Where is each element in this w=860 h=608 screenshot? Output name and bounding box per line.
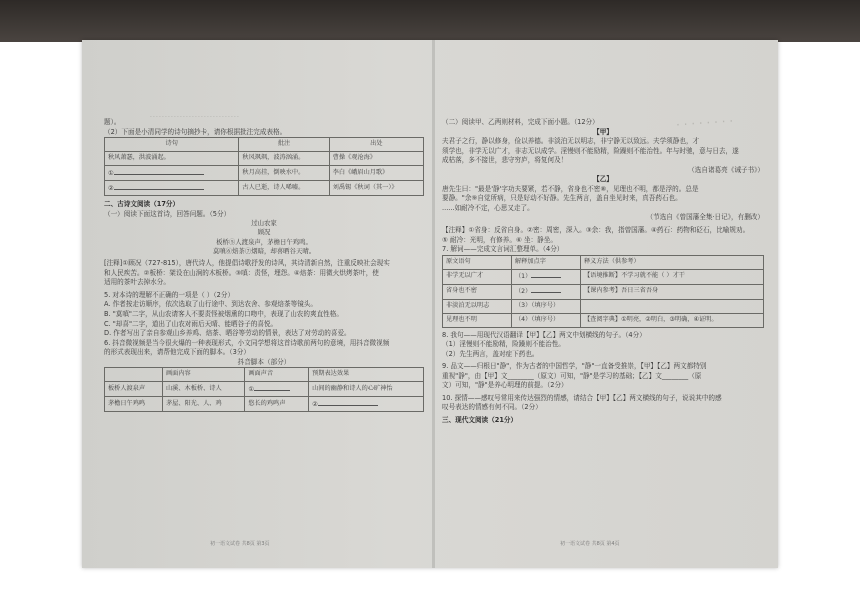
poem-title: 过山农家 [251,219,277,228]
answer-blank[interactable] [114,183,204,190]
table-row [105,397,424,412]
table-row [105,181,424,196]
passage-source: （选自诸葛亮《诫子书》） [688,165,764,174]
table-row [105,152,424,166]
table-cell: 秋风萧瑟，洪波涌起。 [105,152,239,166]
table-cell: 古人已逝，诗人唏嘘。 [239,181,329,196]
question-9-cont: 重视"静"，由【甲】文________（原文）可知，"静"是学习的基础；【乙】文________（原 [442,371,702,380]
option-a[interactable]: A. 作者按走访顺序，依次选取了山行途中、到达农舍、参观焙茶等镜头。 [104,300,317,309]
table-cell: 茅檐日午鸡鸣 [105,397,163,412]
table-cell: 刘禹锡《秋词（其一）》 [329,181,423,196]
question-10: 10. 探情——感叹号常用来传达强烈的情感，请结合【甲】【乙】两文横线的句子，说说其中的感 [442,393,722,402]
question-9: 9. 品文——归根日"静"，作为古者的中国哲学，"静"一直备受推崇，【甲】【乙】两文都特别 [442,362,707,371]
table-row [443,269,764,284]
table-header: 预期表达效果 [309,368,424,382]
question-7: 7. 解词——完成文言词汇整理单。（4分） [442,245,564,254]
table-cell: 茅屋、阳光、人、鸡 [162,397,244,412]
annotation-line: ⑤ 耐冷：光明，有修养。⑥ 坐：静坐。 [442,235,557,244]
poem-line: 莫嗔⑥焙茶⑦烟暗，却喜晒谷天晴。 [212,247,316,255]
blank-marker: ② [312,400,318,408]
poem-line: 板桥⑤人渡泉声，茅檐日午鸡鸣。 [216,237,312,246]
passage-source: （节选自《曾国藩全集·日记》，有删改） [646,213,764,222]
table-cell: 秋风飒飒，波涛汹涌。 [239,152,329,166]
passage-line: 夫君子之行，静以修身，俭以养德。非淡泊无以明志，非宁静无以致远。夫学须静也，才 [442,137,700,146]
white-margin [0,42,82,608]
left-column [104,118,424,412]
right-column [442,118,764,426]
answer-blank-cell[interactable] [512,269,581,284]
table-header: 原文语句 [443,255,512,269]
option-b[interactable]: B. "莫嗔"二字，从山农请客人不要责怪被烟熏的口吻中，表现了山农的爽直性格。 [104,310,343,319]
table-header: 解释加点字 [512,255,581,269]
reading-intro: （二）阅读甲、乙两则材料，完成下面小题。（12分） [442,118,599,126]
table-cell: 省身也不密 [443,284,512,299]
passage-line: 唐先生曰："最是'静'字功夫要紧，若不静，省身也不密⑧，见理也不明，都是浮的。总是 [442,184,699,193]
header-fragment: 题）。 [104,118,121,126]
table-row [105,382,424,397]
table-header: 诗句 [105,138,239,152]
passage-line: 要静。"余⑨自觉所病，只是好动不好静。先生两言，盖自坐见时来，真吾药石也。 [442,194,682,203]
table-header: 画面内容 [162,368,244,382]
passage-jia-title: 【甲】 [593,127,613,136]
page-footer-left: 初一语文试卷 共8页 第3页 [210,541,270,547]
annotation-line: 和人民疾苦。②板桥：架设在山涧的木板桥。③嗔：责怪，埋怨。④焙茶：用微火烘烤茶叶，使 [104,268,379,277]
answer-blank[interactable] [531,271,561,278]
table-row [443,313,764,327]
answer-blank[interactable] [531,286,561,293]
question-9-cont: 文）可知，"静"是养心明理的前提。（2分） [442,381,568,390]
annotation-line: 适用的茶叶去掉水分。 [104,278,170,287]
table-cell: 悠长的鸡鸣声 [245,397,309,412]
poem-card-table [104,137,424,196]
table-cell: 非淡泊无以明志 [443,299,512,313]
table-cell: 非学无以广才 [443,269,512,284]
question-5: 5. 对本诗的理解不正确的一项是（ ）（2分） [104,290,235,299]
table-row [443,284,764,299]
desk-background [0,0,860,42]
question-8-item: （1）淫慢则不能励精，险躁则不能治性。 [442,340,565,349]
subsection-1-title: （一）阅读下面这首诗，回答问题。（5分） [104,209,231,218]
table-cell: 【查阅字典】①明亮，②明白，③明确，④证明。 [581,313,764,327]
table-cell: 板桥人渡泉声 [105,382,163,397]
answer-cell[interactable]: （4）（填序号） [512,313,581,327]
question-6-cont: 的形式表现出来，请帮他完成下面的脚本。（3分） [104,348,250,357]
blank-marker: ② [108,184,114,192]
script-table-caption: 抖音脚本（部分） [237,357,291,366]
poem-author: 顾况 [257,228,271,237]
answer-blank[interactable] [254,384,290,391]
table-cell: 曹操《观沧海》 [329,152,423,166]
answer-blank[interactable] [114,168,204,175]
faded-bleed-text: ．．．．．．．．．．．．．．．．．．．．．．．．．．．．．． [150,112,244,119]
option-d[interactable]: D. 作者写出了亲自参观山乡养鸡、焙茶、晒谷等劳动的情景，表达了对劳动的喜爱。 [104,329,351,338]
question-6: 6. 抖音微视频是当今很火爆的一种表现形式，小文同学想将这首诗歌前两句的意境，用抖音微视频 [104,338,390,347]
blank-marker: ① [108,169,114,177]
question-8: 8. 我句——用现代汉语翻译【甲】【乙】两文中划横线的句子。（4分） [442,330,646,339]
section-2-title: 二、古诗文阅读（17分） [104,200,180,209]
passage-line: ......如耐冷不定，心思又走了。 [442,203,534,212]
table-header: 释义方法（供参考） [581,255,764,269]
table-cell: 【语境推断】不学习就不能（ ）才干 [581,269,764,284]
blank-marker: ① [248,385,254,393]
table-cell: 【课内参考】吾日三省吾身 [581,284,764,299]
table-cell: 山间的幽静和诗人的心旷神怡 [309,382,424,397]
answer-blank-cell[interactable] [245,382,309,397]
table-header: 批注 [239,138,329,152]
vocab-table [442,255,764,328]
annotation-line: 【注释】①省身：反省自身。②密：周密，深入。③余：我，指曾国藩。④药石：药物和砭石，比喻规劝。 [442,226,750,235]
option-c[interactable]: C. "却喜"二字，道出了山农对雨后天晴、能晒谷子的喜悦。 [104,319,278,328]
table-cell [581,299,764,313]
blank-marker: （1） [515,273,532,281]
answer-blank-cell[interactable] [105,181,239,196]
page-footer-right: 初一语文试卷 共8页 第4页 [560,541,620,547]
answer-blank-cell[interactable] [512,284,581,299]
table-row [105,166,424,181]
table-cell: 秋月高挂，倒映水中。 [239,166,329,181]
table-header: 出处 [329,138,423,152]
table-cell: 见理也不明 [443,313,512,327]
answer-blank-cell[interactable] [105,166,239,181]
annotation-line: [注释]①顾况（727-815），唐代诗人，他提倡诗歌抒发的诗风，其诗清新自然，注重反映社会现实 [104,259,390,268]
question-2-intro: （2）下面是小清同学的诗句摘抄卡，请你根据批注完成表格。 [104,127,287,136]
paper-fold-line [432,40,435,568]
question-8-item: （2）先生两言，盖对症下药也。 [442,349,539,358]
section-3-title: 三、现代文阅读（21分） [442,416,518,424]
passage-line: 须学也，非学无以广才，非志无以成学。淫慢则不能励精，险躁则不能治性。年与时驰，意与日去，遂 [442,146,739,155]
douyin-script-table [104,367,424,412]
passage-yi-title: 【乙】 [593,175,613,184]
blank-marker: （2） [515,288,532,296]
table-header [105,368,163,382]
bleed-through-header: · · · · · · · · [675,114,734,132]
passage-line: 成枯落，多不接世，悲守穷庐，将复何及！ [442,156,568,165]
question-10-cont: 叹号表达的情感有何不同。（2分） [442,403,542,412]
table-row [443,299,764,313]
answer-blank-cell[interactable] [309,397,424,412]
answer-blank[interactable] [318,399,378,406]
table-header: 画面声音 [245,368,309,382]
table-cell: 李白《峨眉山月歌》 [329,166,423,181]
answer-cell[interactable]: （3）（填序号） [512,299,581,313]
table-cell: 山溪、木板桥、诗人 [162,382,244,397]
